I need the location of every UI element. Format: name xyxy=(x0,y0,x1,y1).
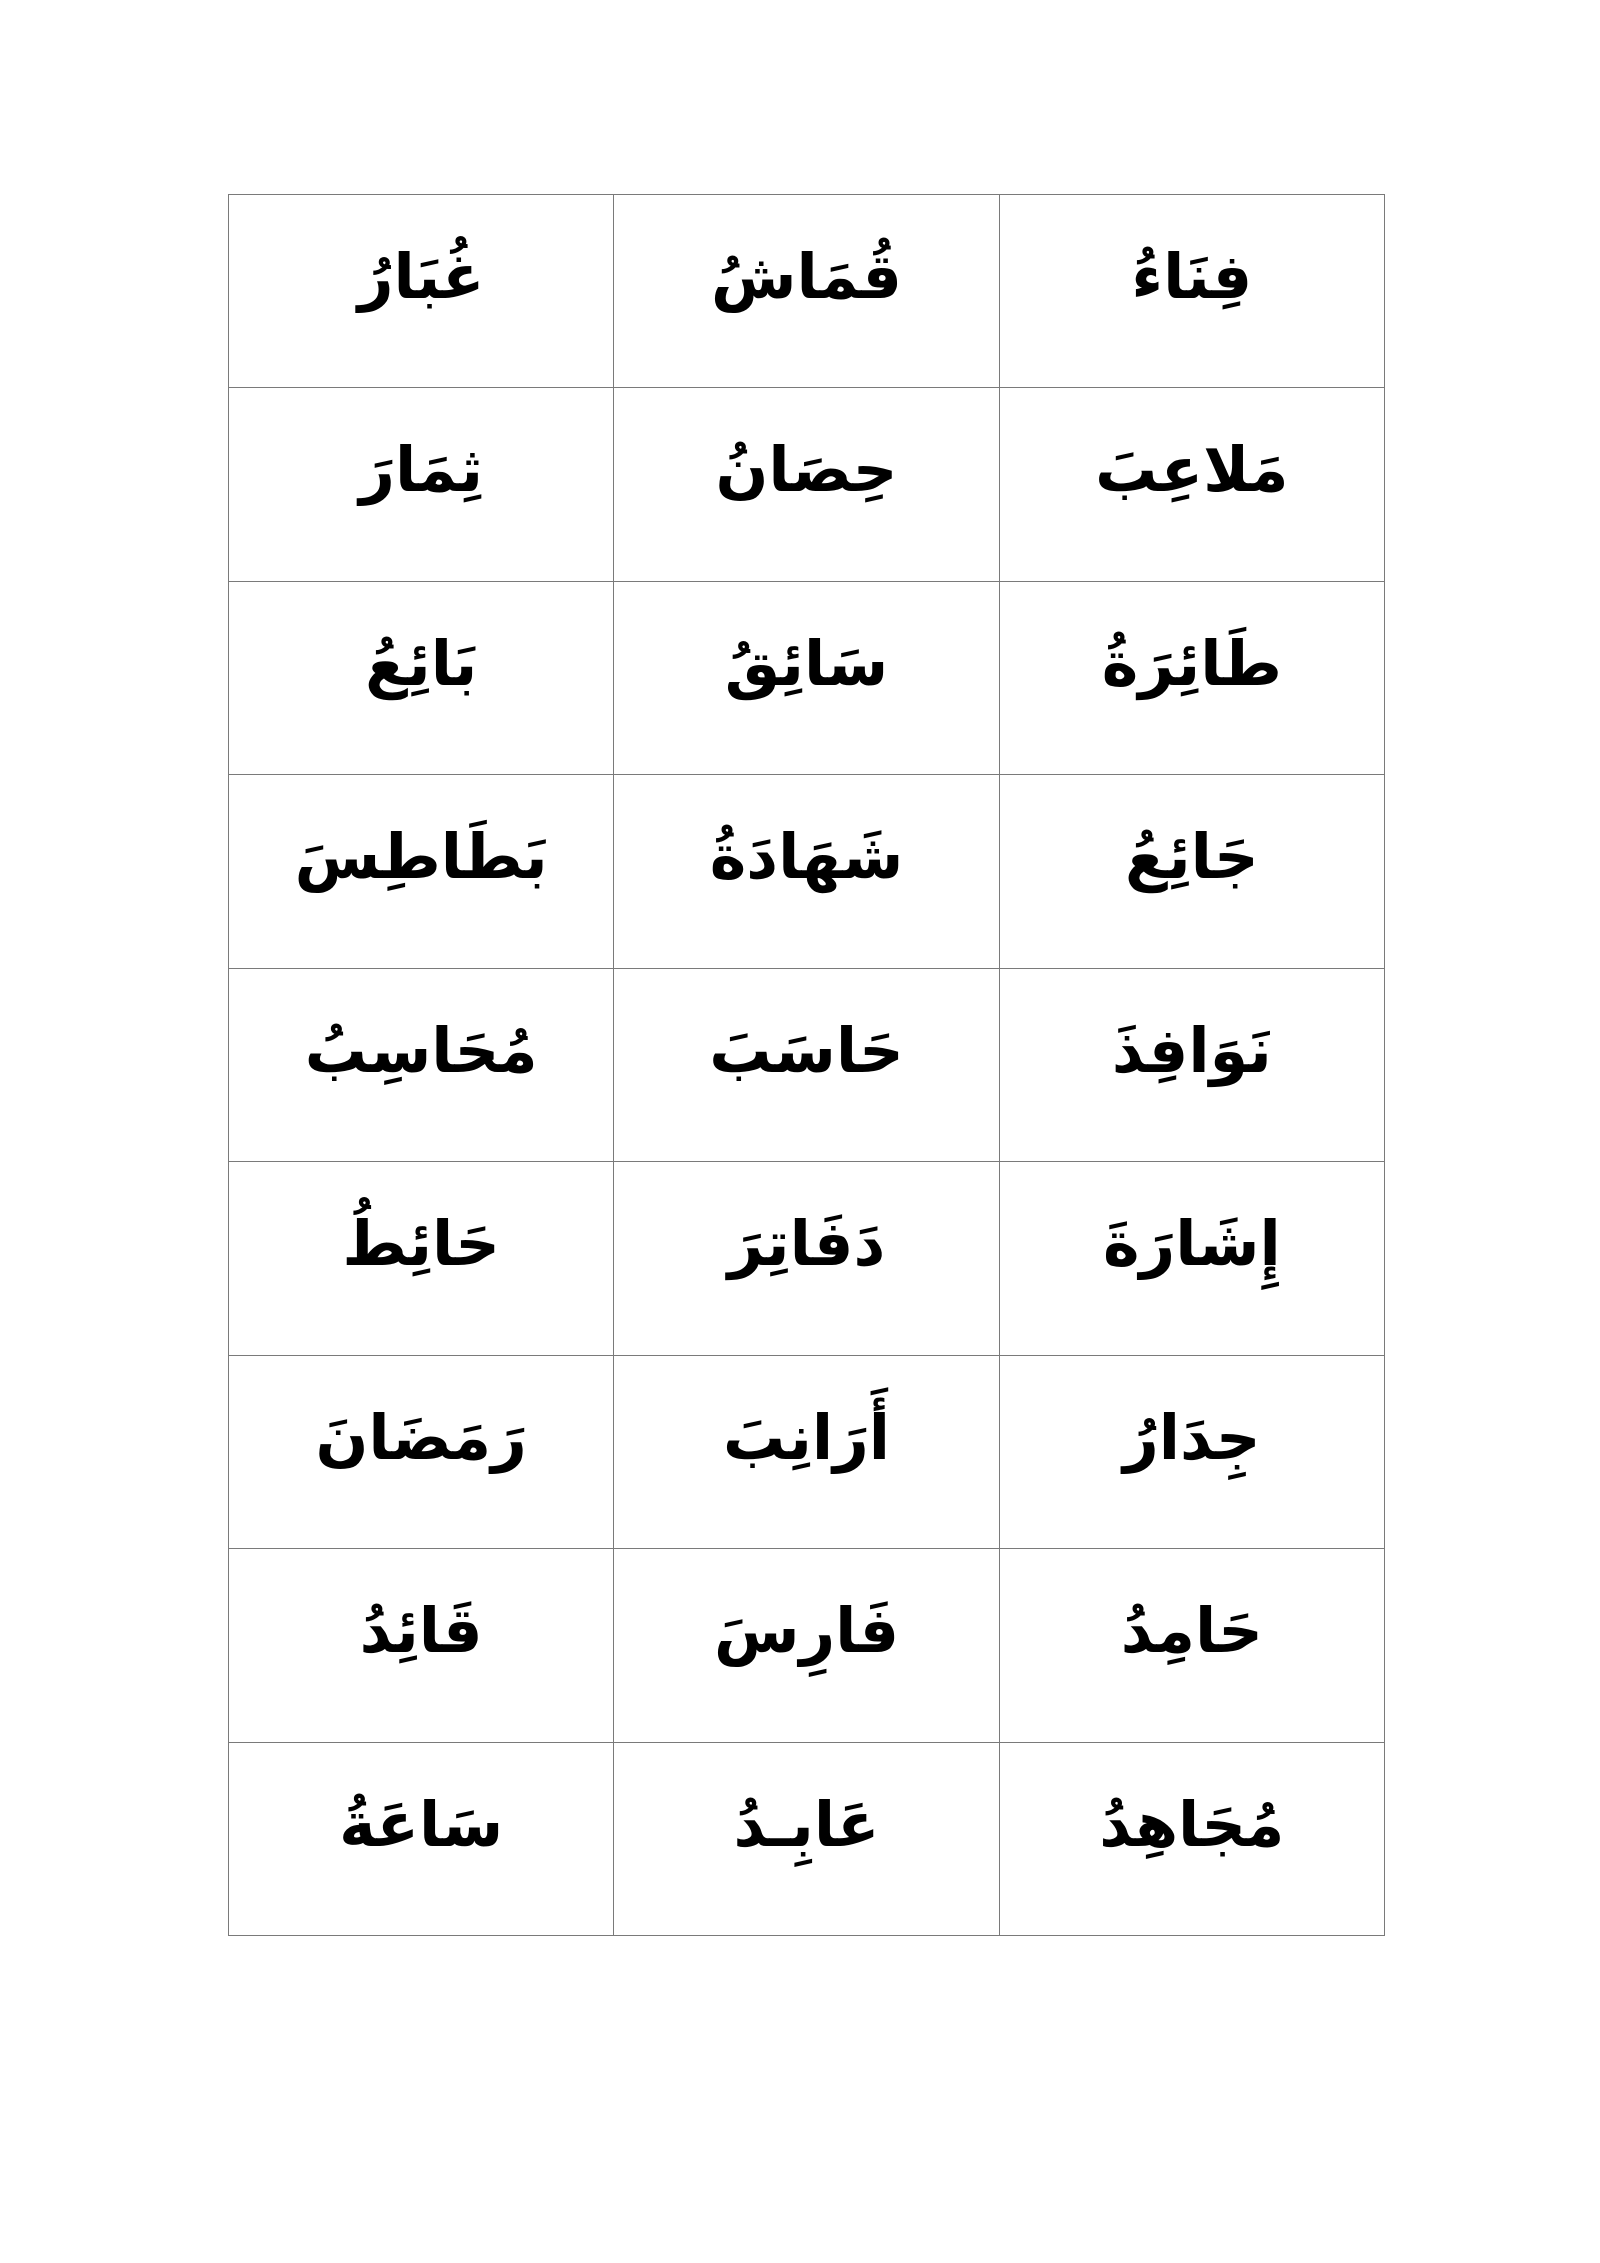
table-row xyxy=(229,1162,1385,1355)
word-cell: نَوَافِذَ xyxy=(999,968,1384,1161)
word-cell: عَابِـدُ xyxy=(614,1742,999,1936)
word-cell: دَفَاتِرَ xyxy=(614,1162,999,1355)
word-cell: بَطَاطِسَ xyxy=(229,775,614,968)
word-cell: أَرَانِبَ xyxy=(614,1355,999,1548)
word-cell: جِدَارُ xyxy=(999,1355,1384,1548)
word-cell: حِصَانُ xyxy=(614,388,999,581)
word-cell: فَارِسَ xyxy=(614,1549,999,1742)
word-cell: مُحَاسِبُ xyxy=(229,968,614,1161)
table-row xyxy=(229,581,1385,774)
word-cell: حَائِطُ xyxy=(229,1162,614,1355)
word-cell: سَائِقُ xyxy=(614,581,999,774)
word-cell: مَلاعِبَ xyxy=(999,388,1384,581)
word-cell: سَاعَةُ xyxy=(229,1742,614,1936)
word-table-body xyxy=(229,195,1385,1936)
table-row xyxy=(229,1549,1385,1742)
word-cell: مُجَاهِدُ xyxy=(999,1742,1384,1936)
word-cell: ثِمَارَ xyxy=(229,388,614,581)
word-cell: قُمَاشُ xyxy=(614,195,999,388)
word-cell: حَامِدُ xyxy=(999,1549,1384,1742)
word-cell: حَاسَبَ xyxy=(614,968,999,1161)
table-row xyxy=(229,968,1385,1161)
word-cell: بَائِعُ xyxy=(229,581,614,774)
table-row xyxy=(229,195,1385,388)
table-row xyxy=(229,388,1385,581)
word-cell: غُبَارُ xyxy=(229,195,614,388)
word-cell: طَائِرَةُ xyxy=(999,581,1384,774)
table-row xyxy=(229,1742,1385,1936)
word-cell: رَمَضَانَ xyxy=(229,1355,614,1548)
word-cell: فِنَاءُ xyxy=(999,195,1384,388)
word-cell: شَهَادَةُ xyxy=(614,775,999,968)
table-row xyxy=(229,775,1385,968)
word-cell: قَائِدُ xyxy=(229,1549,614,1742)
word-cell: جَائِعُ xyxy=(999,775,1384,968)
table-row xyxy=(229,1355,1385,1548)
word-cell: إِشَارَةَ xyxy=(999,1162,1384,1355)
word-table xyxy=(228,194,1385,1936)
